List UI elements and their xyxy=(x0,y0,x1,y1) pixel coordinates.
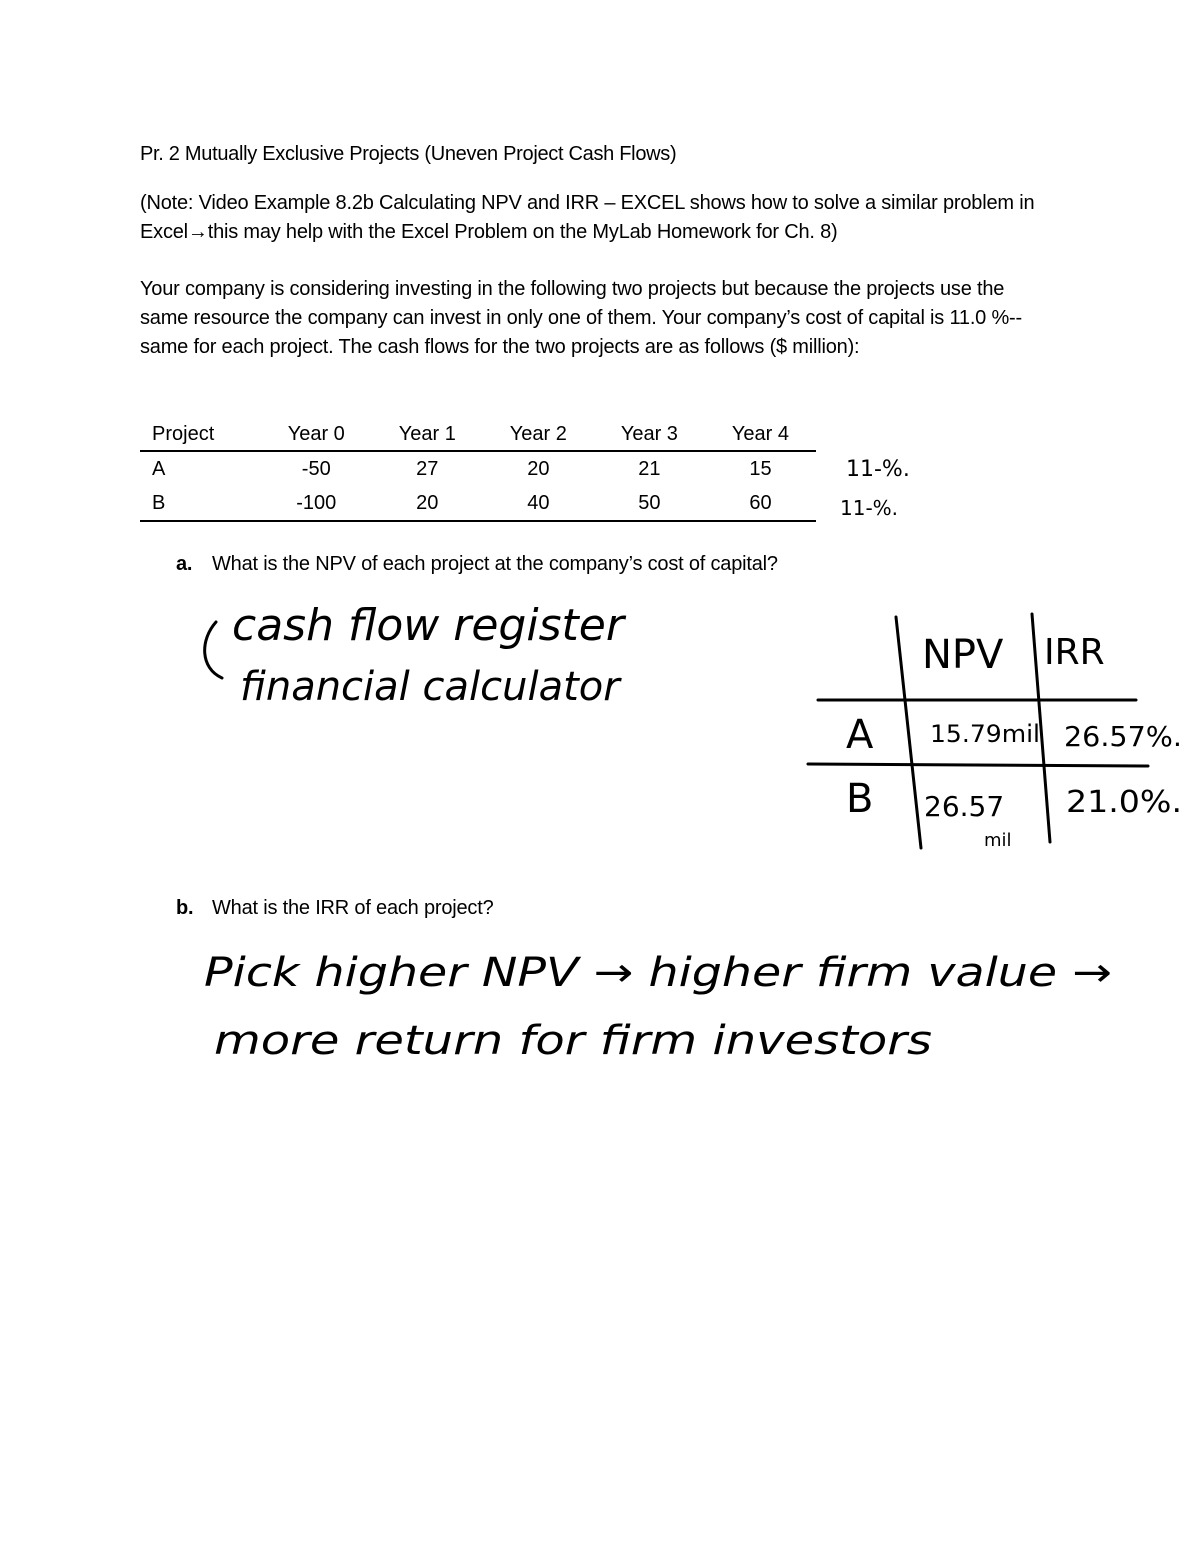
cash-flow-cell: 21 xyxy=(638,457,661,480)
cash-flow-cell: 15 xyxy=(749,457,772,480)
cash-flow-cell: 20 xyxy=(527,457,550,480)
question-a-letter: a. xyxy=(176,553,193,575)
header-project: Project xyxy=(140,418,261,451)
cash-flow-cell: 40 xyxy=(483,486,594,521)
note-paragraph: (Note: Video Example 8.2b Calculating NPV and IRR – EXCEL shows how to solve a similar problem in Excel→this may help with the Excel Problem on the MyLab Homework for Ch. 8) xyxy=(140,192,1035,243)
handwritten-line-2: financial calculator xyxy=(240,664,620,710)
grid-a-npv: 15.79mil xyxy=(930,720,1040,748)
grid-b-irr: 21.0%. xyxy=(1066,785,1182,820)
header-year-0: Year 0 xyxy=(261,418,372,451)
header-year-3: Year 3 xyxy=(594,418,705,451)
intro-paragraph: Your company is considering investing in the following two projects but because the projects use the same resource the company can invest in only one of them. Your company’s cost of capital is 11.0 %--same for each project. The cash flows for the two projects are as follows ($ million): xyxy=(140,278,1022,358)
cash-flow-cell: 27 xyxy=(416,457,439,480)
question-b-text: What is the IRR of each project? xyxy=(212,897,494,919)
project-label: A xyxy=(152,457,166,480)
grid-header-npv: NPV xyxy=(922,632,1004,678)
handwritten-conclusion-1: Pick higher NPV → higher firm value → xyxy=(204,950,1112,996)
header-year-2: Year 2 xyxy=(483,418,594,451)
handwritten-rate-a: 11-%. xyxy=(846,457,910,482)
grid-b-npv: 26.57 xyxy=(924,790,1005,823)
grid-header-irr: IRR xyxy=(1044,632,1105,673)
cash-flow-cell: 60 xyxy=(705,486,816,521)
cash-flow-cell: 20 xyxy=(372,486,483,521)
problem-title: Pr. 2 Mutually Exclusive Projects (Uneven Project Cash Flows) xyxy=(140,143,677,165)
question-a-text: What is the NPV of each project at the company’s cost of capital? xyxy=(212,553,778,575)
question-b-letter: b. xyxy=(176,897,194,919)
handwritten-rate-b: 11-%. xyxy=(840,496,899,520)
grid-row-b: B xyxy=(846,776,874,822)
handwritten-results-grid xyxy=(808,614,1182,851)
grid-a-irr: 26.57%. xyxy=(1064,720,1182,753)
grid-line xyxy=(896,617,921,848)
project-label: B xyxy=(140,486,261,521)
grid-b-npv-unit: mil xyxy=(984,830,1012,851)
grid-line xyxy=(808,764,1148,766)
grid-row-a: A xyxy=(846,712,874,758)
handwritten-line-1: cash flow register xyxy=(232,600,624,651)
header-year-4: Year 4 xyxy=(705,418,816,451)
header-year-1: Year 1 xyxy=(372,418,483,451)
cash-flow-cell: 50 xyxy=(594,486,705,521)
handwritten-conclusion-2: more return for firm investors xyxy=(214,1018,932,1064)
cash-flow-cell: -100 xyxy=(261,486,372,521)
cash-flow-cell: -50 xyxy=(301,457,331,480)
handwritten-bracket xyxy=(205,622,222,678)
